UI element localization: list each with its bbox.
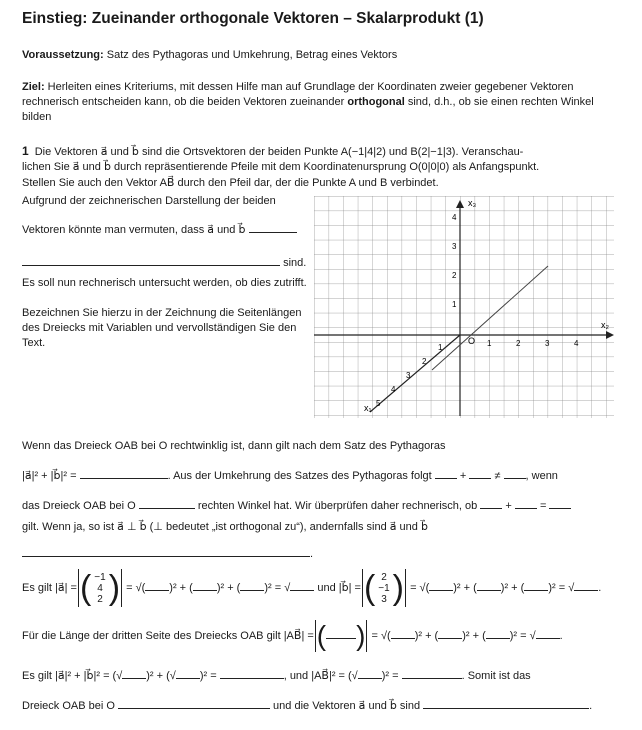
- task-line-3: Stellen Sie auch den Vektor AB⃗ durch den Pfeil dar, der die Punkte A und B verbindet.: [22, 177, 439, 189]
- left-paragraph-1: Es soll nun rechnerisch untersucht werden, ob dies zutrifft.: [22, 277, 307, 289]
- answer-blank-8[interactable]: [480, 498, 502, 509]
- vector-b: 2 −1 3: [378, 571, 390, 605]
- line8-c: )² =: [199, 670, 217, 682]
- answer-blank-3[interactable]: [80, 468, 168, 479]
- sqrt-ab: √: [529, 630, 536, 642]
- abs-ab-label: |AB⃗| =: [283, 630, 314, 642]
- sqrt-b: √: [568, 582, 575, 594]
- sq-open-b: = √(: [410, 582, 430, 594]
- axis-x1-label: x₁: [364, 403, 372, 413]
- goal-text-2: sind, d.h., ob sie einen rechten Winkel bilden: [22, 96, 594, 123]
- answer-blank-6[interactable]: [504, 468, 526, 479]
- third-side-line: Für die Länge der dritten Seite des Dreiecks OAB gilt |AB⃗| = ( ) = √( )² + ( )² + ( )² = √ .: [22, 620, 563, 652]
- left-text-2-label: Vektoren könnte man vermuten, dass a⃗ und b⃗: [22, 224, 246, 236]
- answer-blank-2[interactable]: [22, 255, 280, 266]
- answer-box-a1[interactable]: [145, 580, 169, 591]
- answer-blank-7[interactable]: [139, 498, 195, 509]
- line8-a: Es gilt |a⃗|² + |b⃗|² = (√: [22, 670, 123, 682]
- x1-tick-3: 3: [406, 371, 411, 380]
- answer-box-ab-vector[interactable]: [326, 628, 356, 639]
- eq-sign-1: =: [539, 500, 547, 512]
- task-number: 1: [22, 144, 29, 158]
- answer-blank-14[interactable]: [118, 698, 270, 709]
- x3-tick-1: 1: [452, 300, 457, 309]
- left-text-2: [22, 222, 297, 236]
- answer-box-b1[interactable]: [429, 580, 453, 591]
- answer-box-b4[interactable]: [574, 580, 598, 591]
- eq1-lhs: |a⃗|² + |b⃗|² =: [22, 470, 77, 482]
- sqrt-a: √: [284, 582, 291, 594]
- abs-a-label: |a⃗| =: [55, 582, 77, 594]
- plus-sign-1: +: [459, 470, 467, 482]
- task-line-1-text: Die Vektoren a⃗ und b⃗ sind die Ortsvektoren der beiden Punkte A(−1|4|2) und B(2|−1|3). Veranschau-: [34, 146, 524, 158]
- grid-area: [314, 196, 614, 418]
- answer-box-s2[interactable]: [176, 668, 200, 679]
- sq-open-ab: = √(: [371, 630, 391, 642]
- axis-x3-label: x₃: [468, 198, 477, 208]
- left-text-1: Aufgrund der zeichnerischen Darstellung der beiden: [22, 195, 276, 207]
- answer-box-s3[interactable]: [358, 668, 382, 679]
- equation-line-2: [22, 498, 571, 512]
- origin-label: O: [468, 336, 476, 346]
- wenn-text: , wenn: [525, 470, 558, 482]
- line8-d: , und |AB⃗|² = (√: [283, 670, 358, 682]
- equation-line-1: [22, 468, 558, 482]
- es-gilt-1: Es gilt: [22, 582, 52, 594]
- answer-box-ab2[interactable]: [438, 628, 462, 639]
- left-paragraph-2: Bezeichnen Sie hierzu in der Zeichnung die Seitenlängen des Dreiecks mit Variablen und vervollständigen Sie den Text.: [22, 307, 302, 349]
- axis-x2-label: x₂: [601, 320, 609, 330]
- vector-a: −1 4 2: [94, 571, 106, 605]
- answer-blank-12[interactable]: [220, 668, 284, 679]
- coordinate-grid[interactable]: [312, 194, 618, 422]
- answer-box-ab3[interactable]: [486, 628, 510, 639]
- page-title: Einstieg: Zueinander orthogonale Vektoren – Skalarprodukt (1): [22, 10, 484, 27]
- goal-paragraph: [22, 80, 622, 125]
- line9-a: Dreieck OAB bei O: [22, 700, 115, 712]
- x3-tick-3: 3: [452, 242, 457, 251]
- answer-blank-1[interactable]: [249, 222, 297, 233]
- answer-blank-5[interactable]: [469, 468, 491, 479]
- answer-box-ab1[interactable]: [391, 628, 415, 639]
- x3-tick-4: 4: [452, 213, 457, 222]
- plus-sign-2: +: [505, 500, 512, 512]
- line9-b: und die Vektoren a⃗ und b⃗ sind: [273, 700, 421, 712]
- answer-box-a2[interactable]: [193, 580, 217, 591]
- answer-line-long: [22, 546, 313, 560]
- task-line-2: lichen Sie a⃗ und b⃗ durch repräsentierende Pfeile mit dem Koordinatenursprung O(0|0|0) als Anfangspunkt.: [22, 161, 540, 173]
- third-side-text: Für die Länge der dritten Seite des Dreiecks OAB gilt: [22, 630, 281, 642]
- line3-a: das Dreieck OAB bei O: [22, 500, 136, 512]
- x1-tick-4: 4: [391, 385, 396, 394]
- und-1: und: [317, 582, 336, 594]
- x1-tick-1: 1: [438, 343, 443, 352]
- pythagoras-line: Wenn das Dreieck OAB bei O rechtwinklig ist, dann gilt nach dem Satz des Pythagoras: [22, 440, 446, 452]
- answer-box-a4[interactable]: [290, 580, 314, 591]
- x2-tick-2: 2: [516, 339, 521, 348]
- answer-box-b3[interactable]: [524, 580, 548, 591]
- orthogonal-line: gilt. Wenn ja, so ist a⃗ ⊥ b⃗ (⊥ bedeutet „ist orthogonal zu“), andernfalls sind a⃗ und b⃗: [22, 521, 428, 533]
- x2-tick-4: 4: [574, 339, 579, 348]
- neq-sign: ≠: [494, 470, 501, 482]
- line8-b: )² + (√: [146, 670, 176, 682]
- answer-box-s1[interactable]: [122, 668, 146, 679]
- answer-box-a3[interactable]: [240, 580, 264, 591]
- prerequisite-label: Voraussetzung:: [22, 49, 104, 61]
- eq1-mid: . Aus der Umkehrung des Satzes des Pythagoras folgt: [167, 470, 432, 482]
- line8-e: )² =: [381, 670, 399, 682]
- line8-f: . Somit ist das: [461, 670, 531, 682]
- x2-tick-1: 1: [487, 339, 492, 348]
- answer-blank-15[interactable]: [423, 698, 589, 709]
- prerequisite-text: Satz des Pythagoras und Umkehrung, Betrag eines Vektors: [103, 49, 398, 61]
- magnitude-line: Es gilt |a⃗| =( −1 4 2 ) = √( )² + ( )² + ( )² = √ und |b⃗| =( 2 −1 3 ) = √( )² + ( )² + ( )² = √ .: [22, 569, 602, 608]
- goal-emphasis: orthogonal: [347, 96, 405, 108]
- x1-tick-5: 5: [376, 399, 381, 408]
- x2-tick-3: 3: [545, 339, 550, 348]
- answer-box-ab4[interactable]: [536, 628, 560, 639]
- answer-blank-4[interactable]: [435, 468, 457, 479]
- answer-box-b2[interactable]: [477, 580, 501, 591]
- task-line-1: [22, 144, 523, 158]
- x1-tick-2: 2: [422, 357, 427, 366]
- sq-open-a: = √(: [126, 582, 146, 594]
- conclusion-line: Dreieck OAB bei O und die Vektoren a⃗ und b⃗ sind .: [22, 700, 593, 712]
- answer-blank-13[interactable]: [402, 668, 462, 679]
- period-1: .: [310, 548, 314, 560]
- x3-tick-2: 2: [452, 271, 457, 280]
- answer-blank-11[interactable]: [22, 546, 310, 557]
- answer-blank-10[interactable]: [549, 498, 571, 509]
- left-text-3: [22, 255, 306, 269]
- answer-blank-9[interactable]: [515, 498, 537, 509]
- line3-b: rechten Winkel hat. Wir überprüfen daher rechnerisch, ob: [197, 500, 478, 512]
- prerequisite-line: [22, 49, 397, 61]
- left-text-3-label: sind.: [283, 257, 307, 269]
- sum-line: [22, 668, 531, 682]
- goal-text-1: Herleiten eines Kriteriums, mit dessen Hilfe man auf Grundlage der Koordinaten zweier gegebener Vektoren rechnerisch entscheiden kann, ob die beiden Vektoren zueinander: [22, 81, 574, 108]
- goal-label: Ziel:: [22, 81, 45, 93]
- abs-b-label: |b⃗| =: [338, 582, 361, 594]
